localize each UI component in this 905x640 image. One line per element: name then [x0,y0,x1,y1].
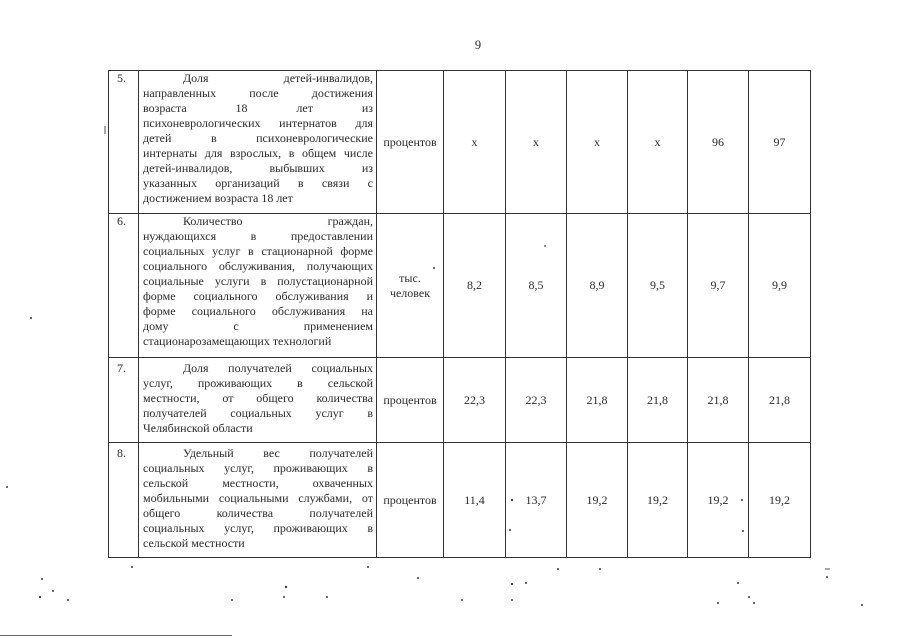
value-cell: 8,2 [444,214,506,358]
scan-speck [30,317,32,319]
indicator-description [139,443,377,558]
scan-speck [52,590,54,592]
description-line: мобильными социальными службами, от [143,491,373,505]
value-cell: 21,8 [688,358,749,443]
scan-speck [283,596,285,598]
description-line: детей-инвалидов, выбывших из [143,161,373,175]
value-cell: 97 [749,71,811,214]
description-line: дому с применением [143,319,373,333]
indicators-table [108,70,811,558]
scan-speck [231,599,233,601]
scan-speck [511,583,513,585]
scan-speck [826,576,828,578]
scan-speck [41,578,43,580]
table-row [109,71,811,214]
scan-speck [737,582,739,584]
value-cell: х [444,71,506,214]
description-line: общего количества получателей [143,506,373,520]
description-line: интернаты для взрослых, в общем числе [143,146,373,160]
description-line: сельской местности [143,536,245,550]
value-cell: 11,4 [444,443,506,558]
value-cell: 22,3 [444,358,506,443]
value-cell: х [567,71,628,214]
unit-line: процентов [383,492,437,507]
scan-speck [861,604,863,606]
description-line: Доля получателей социальных [183,361,373,375]
scan-speck [326,596,328,598]
scan-speck [367,566,369,568]
description-line: психоневрологических интернатов для [143,116,373,130]
value-cell: 21,8 [628,358,688,443]
description-line: Количество граждан, [183,214,373,228]
value-cell: 13,7 [506,443,567,558]
description-line: Доля детей-инвалидов, [183,71,373,85]
value-cell: 8,5 [506,214,567,358]
table-row [109,358,811,443]
scan-edge-line [0,635,232,636]
description-line: указанных организаций в связи с [143,176,373,190]
table-row [109,443,811,558]
scan-speck [525,582,527,584]
value-cell: 96 [688,71,749,214]
value-cell: 9,5 [628,214,688,358]
unit-line: процентов [383,134,437,149]
description-line: детей в психоневрологические [143,131,373,145]
description-line: форме социального обслуживания и [143,289,373,303]
scan-speck [461,599,463,601]
scan-speck [717,602,719,604]
description-line: Удельный вес получателей [183,446,373,460]
value-cell: 21,8 [567,358,628,443]
row-number: 5. [109,71,139,214]
scan-speck [753,602,755,604]
value-cell: 19,2 [628,443,688,558]
description-line: социальные услуги в полустационарной [143,274,373,288]
description-line: социальных услуг, проживающих в [143,461,373,475]
scan-speck [748,596,750,598]
value-cell: 9,9 [749,214,811,358]
description-line: достижением возраста 18 лет [143,191,293,205]
value-cell: 19,2 [688,443,749,558]
unit-line: процентов [383,392,437,407]
unit-line: тыс. [399,270,421,285]
description-line: социальных услуг в стационарной форме [143,244,373,258]
description-line: форме социального обслуживания на [143,304,373,318]
indicator-description [139,71,377,214]
table-row [109,214,811,358]
scan-speck [131,566,133,568]
scan-speck [39,596,41,598]
description-line: местности, от общего количества [143,391,373,405]
description-line: получателей социальных услуг в [143,406,373,420]
row-number: 7. [109,358,139,443]
unit-of-measure [377,443,444,558]
description-line: социального обслуживания, получающих [143,259,373,273]
unit-of-measure [377,358,444,443]
value-cell: 19,2 [749,443,811,558]
scan-speck [599,568,601,570]
value-cell: х [628,71,688,214]
page-number: 9 [474,38,482,52]
scan-speck [511,599,513,601]
unit-line: человек [389,285,431,300]
value-cell: 21,8 [749,358,811,443]
value-cell: 8,9 [567,214,628,358]
indicator-description [139,358,377,443]
row-number: 8. [109,443,139,558]
description-line: возраста 18 лет из [143,101,373,115]
value-cell: 22,3 [506,358,567,443]
description-line: социальных услуг, проживающих в [143,521,373,535]
description-line: нуждающихся в предоставлении [143,229,373,243]
indicator-description [139,214,377,358]
row-number: 6. [109,214,139,358]
unit-of-measure [377,214,444,358]
unit-of-measure [377,71,444,214]
scan-speck [557,568,559,570]
description-line: направленных после достижения [143,86,373,100]
scan-speck [285,586,287,588]
description-line: Челябинской области [143,421,253,435]
value-cell: х [506,71,567,214]
description-line: стационарозамещающих технологий [143,334,332,348]
scan-speck [67,599,69,601]
value-cell: 19,2 [567,443,628,558]
description-line: услуг, проживающих в сельской [143,376,373,390]
description-line: сельской местности, охваченных [143,476,373,490]
value-cell: 9,7 [688,214,749,358]
scan-speck [6,486,8,488]
scan-speck [417,577,419,579]
